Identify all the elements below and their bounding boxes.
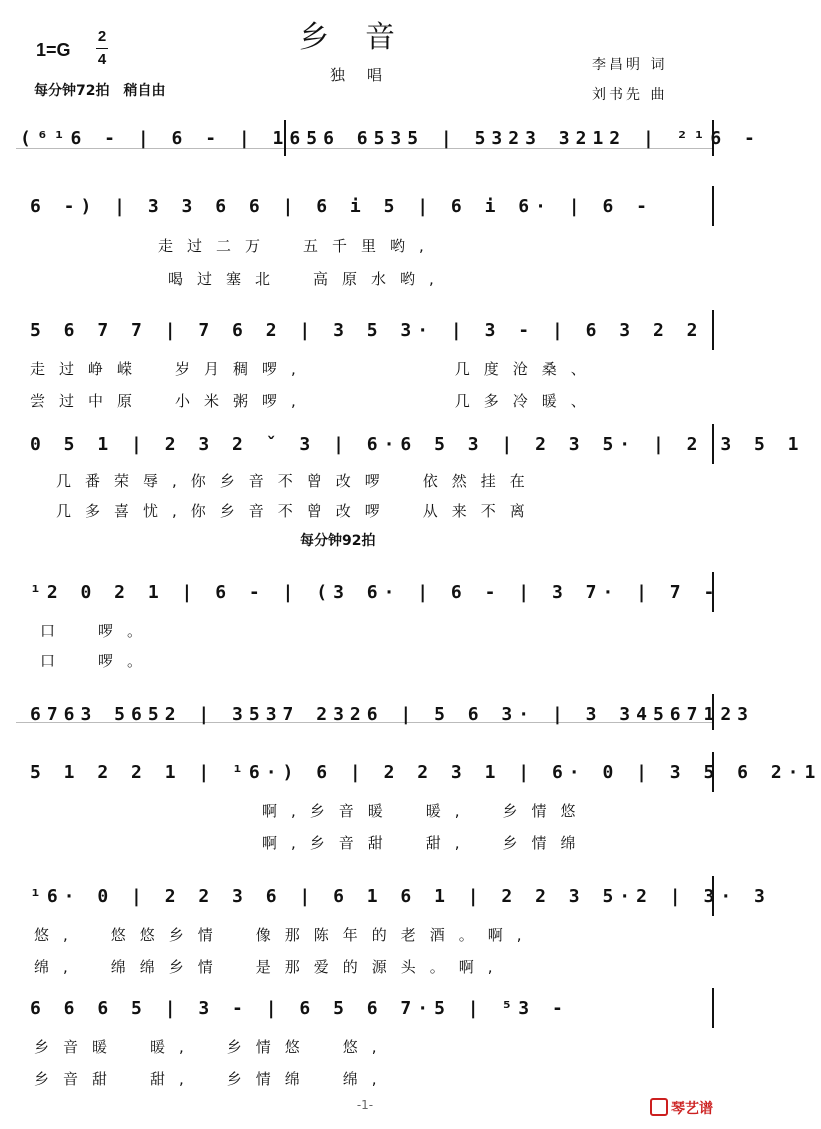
- lyricist-credit: 李昌明 词: [592, 57, 668, 73]
- notes-row-7: 5 1 2 2 1 | ¹6·) 6 | 2 2 3 1 | 6· 0 | 3 5 6 2·1: [30, 762, 821, 783]
- site-logo-text: 琴艺谱: [671, 1101, 713, 1117]
- lyric-row-3-verse-2: 尝过中原 小米粥啰, 几多冷暖、: [30, 392, 600, 410]
- bar-line: [712, 988, 714, 1028]
- tempo-start: 每分钟72拍 稍自由: [34, 83, 166, 99]
- notes-row-9: 6 6 6 5 | 3 - | 6 5 6 7·5 | ⁵3 -: [30, 998, 569, 1019]
- lyric-row-9-verse-1: 乡音暖 暖, 乡情悠 悠,: [34, 1038, 391, 1056]
- meter-bottom: 4: [97, 51, 107, 68]
- notes-row-4: 0 5 1 | 2 3 2 ˇ 3 | 6·6 5 3 | 2 3 5· | 2 3 5 1: [30, 434, 805, 455]
- lyric-row-2-verse-2: 喝过塞北 高原水哟,: [168, 270, 448, 288]
- lyric-row-8-verse-1: 悠, 悠悠乡情 像那陈年的老酒。啊,: [34, 926, 536, 944]
- site-logo: [650, 1098, 713, 1118]
- time-signature: [96, 26, 108, 71]
- lyric-row-8-verse-2: 绵, 绵绵乡情 是那爱的源头。啊,: [34, 958, 507, 976]
- bar-line: [712, 310, 714, 350]
- bar-line: [712, 186, 714, 226]
- lyric-row-2-verse-1: 走过二万 五千里哟,: [158, 237, 438, 255]
- key-signature: 1=G: [36, 40, 71, 60]
- music-logo-icon: [650, 1098, 668, 1116]
- notes-row-2: 6 -) | 3 3 6 6 | 6 i 5 | 6 i 6· | 6 -: [30, 196, 653, 217]
- notes-row-5: ¹2 0 2 1 | 6 - | (3 6· | 6 - | 3 7· | 7 -: [30, 582, 721, 603]
- lyric-row-5-verse-1: 口 啰。: [40, 622, 157, 640]
- performance-type: 独唱: [330, 66, 405, 84]
- composer-credit: 刘书先 曲: [592, 87, 668, 103]
- lyric-row-3-verse-1: 走过峥嵘 岁月稠啰, 几度沧桑、: [30, 360, 600, 378]
- tempo-change: 每分钟92拍: [300, 533, 376, 549]
- page-number: -1-: [356, 1098, 374, 1112]
- song-title: 乡音: [299, 20, 431, 55]
- notes-row-6: 6763 5652 | 3537 2326 | 5 6 3· | 3 34567123: [30, 704, 754, 725]
- lyric-row-4-verse-2: 几多喜忧,你乡音不曾改啰 从来不离: [56, 502, 539, 520]
- lyric-row-9-verse-2: 乡音甜 甜, 乡情绵 绵,: [34, 1070, 391, 1088]
- lyric-row-7-verse-1: 啊,乡音暖 暖, 乡情悠: [262, 802, 590, 820]
- lyric-row-7-verse-2: 啊,乡音甜 甜, 乡情绵: [262, 834, 590, 852]
- meter-top: 2: [97, 28, 107, 45]
- meter-bar: [96, 48, 108, 49]
- notes-row-8: ¹6· 0 | 2 2 3 6 | 6 1 6 1 | 2 2 3 5·2 | 3· 3: [30, 886, 771, 907]
- lyric-row-4-verse-1: 几番荣辱,你乡音不曾改啰 依然挂在: [56, 472, 539, 490]
- lyric-row-5-verse-2: 口 啰。: [40, 652, 157, 670]
- notes-row-3: 5 6 7 7 | 7 6 2 | 3 5 3· | 3 - | 6 3 2 2: [30, 320, 704, 341]
- notes-row-1: (⁶¹6 - | 6 - | 1656 6535 | 5323 3212 | ²¹6 -: [20, 128, 761, 149]
